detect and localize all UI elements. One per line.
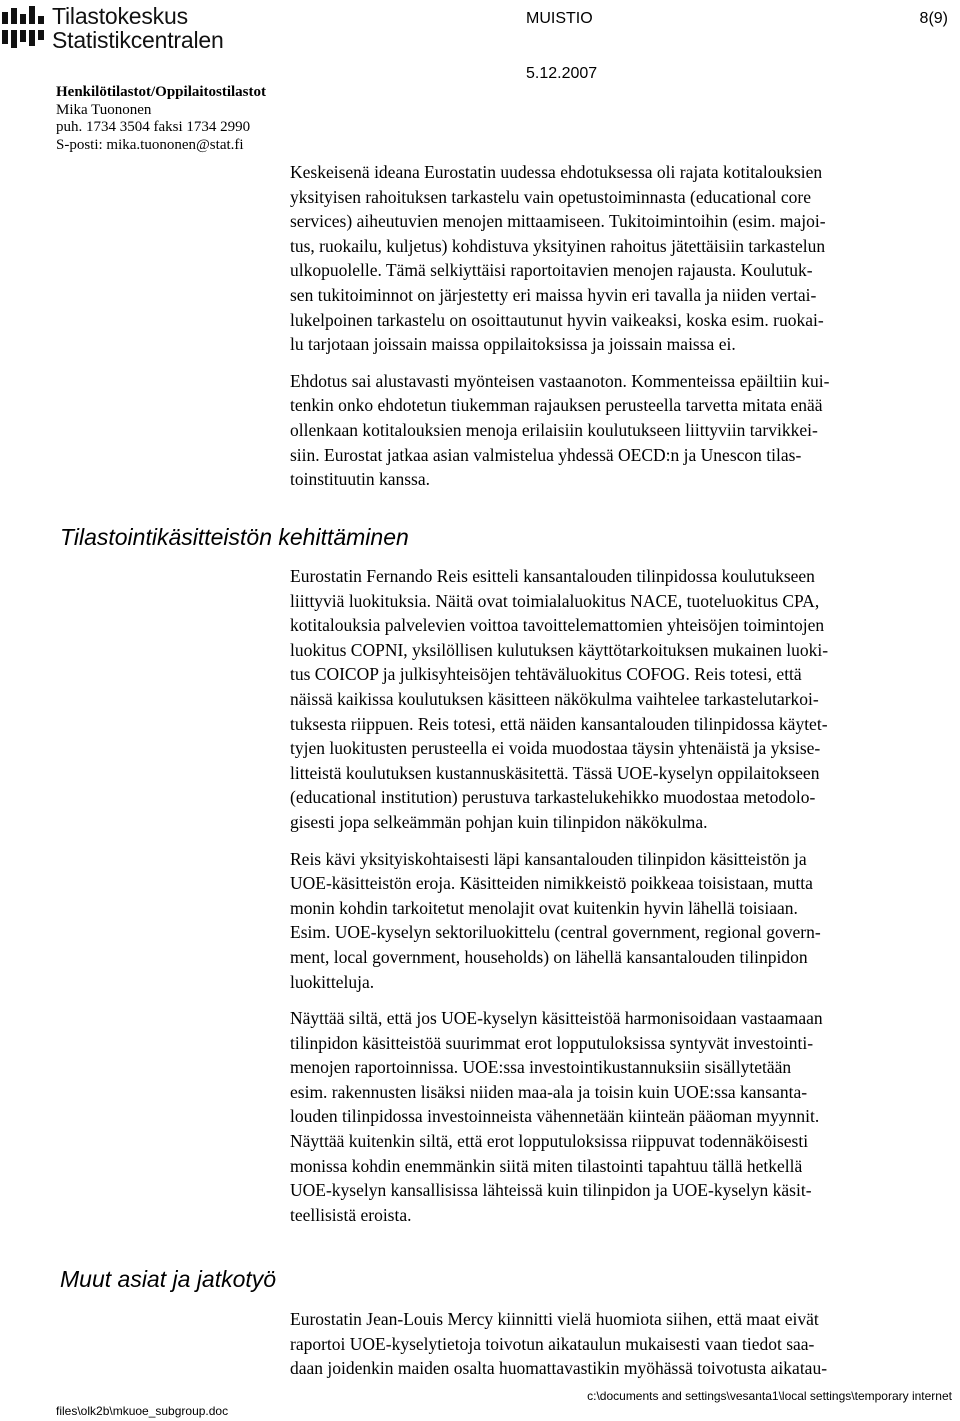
text-line: daan joidenkin maiden osalta huomattavastikin myöhässä toivotusta aikatau- bbox=[290, 1358, 828, 1379]
text-line: toinstituutin kanssa. bbox=[290, 469, 430, 490]
text-line: kotitalouksia palvelevien voittoa tavoittelemattomien yhteisöjen toimintojen bbox=[290, 615, 825, 636]
logo-text bbox=[52, 4, 224, 52]
text-line: tyjen luokitusten perusteella ei voida muodostaa täysin yhtenäistä ja yksise- bbox=[290, 738, 821, 759]
author-phone: puh. 1734 3504 faksi 1734 2990 bbox=[56, 119, 251, 135]
text-line: Esim. UOE-kyselyn sektoriluokittelu (central government, regional govern- bbox=[290, 922, 821, 943]
document-type: MUISTIO bbox=[526, 10, 593, 27]
paragraph-1 bbox=[290, 160, 958, 357]
text-line: Eurostatin Jean-Louis Mercy kiinnitti vielä huomiota siihen, että maat eivät bbox=[290, 1309, 819, 1329]
text-line: Ehdotus sai alustavasti myönteisen vastaanoton. Kommenteissa epäiltiin kui- bbox=[290, 370, 830, 391]
text-line: luokitteluja. bbox=[290, 971, 375, 992]
text-line: louden tilinpidossa investoinneista vähennetään kiinteän pääoman myynnit. bbox=[290, 1106, 820, 1127]
text-line: UOE-käsitteistön eroja. Käsitteiden nimikkeistö poikkeaa toisistaan, mutta bbox=[290, 873, 813, 894]
text-line: teellisistä eroista. bbox=[290, 1204, 412, 1225]
text-line: tuksesta riippuen. Reis totesi, että näiden kansantalouden tilinpidossa käytet- bbox=[290, 713, 828, 734]
text-line: ment, local government, households) on lähellä kansantalouden tilinpidon bbox=[290, 946, 808, 967]
text-line: services) aiheutuvien menojen mittaamiseen. Tukitoimintoihin (esim. majoi- bbox=[290, 211, 826, 232]
paragraph-3 bbox=[290, 564, 958, 835]
text-line: lukelpoinen tarkastelu on osoittautunut hyvin vaikeaksi, koska esim. ruokai- bbox=[290, 309, 824, 330]
page-number: 8(9) bbox=[919, 10, 948, 27]
text-line: monissa kohdin enemmänkin siitä miten tilastointi tapahtuu tällä hetkellä bbox=[290, 1155, 803, 1176]
text-line: Näyttää kuitenkin siltä, että erot lopputuloksissa riippuvat todennäköisesti bbox=[290, 1131, 809, 1152]
text-line: raportoi UOE-kyselytietoja toivotun aikataulun mukaisesti vaan tiedot saa- bbox=[290, 1333, 815, 1354]
body-block-1 bbox=[290, 160, 958, 504]
text-line: tus COICOP ja julkisyhteisöjen tehtäväluokitus COFOG. Reis totesi, että bbox=[290, 664, 802, 685]
logo-line-1: Tilastokeskus bbox=[52, 3, 188, 29]
text-line: luokitus COPNI, yksilöllisen kulutuksen käyttötarkoituksen mukainen luoki- bbox=[290, 639, 829, 660]
text-line: (educational institution) perustuva tarkastelukehikko muodostaa metodolo- bbox=[290, 787, 816, 808]
text-line: siin. Eurostat jatkaa asian valmistelua yhdessä OECD:n ja Unescon tilas- bbox=[290, 444, 802, 465]
author-name: Mika Tuononen bbox=[56, 101, 152, 118]
section-heading-development: Tilastointikäsitteistön kehittäminen bbox=[60, 524, 409, 550]
text-line: tilinpidon käsitteistöä suurimmat erot lopputuloksissa syntyvät investointi- bbox=[290, 1032, 814, 1053]
author-department: Henkilötilastot/Oppilaitostilastot bbox=[56, 84, 267, 100]
text-line: Reis kävi yksityiskohtaisesti läpi kansantalouden tilinpidon käsitteistön ja bbox=[290, 848, 807, 869]
text-line: esim. rakennusten lisäksi niiden maa-ala ja toisin kuin UOE:ssa kansanta- bbox=[290, 1081, 808, 1102]
paragraph-4 bbox=[290, 847, 958, 995]
paragraph-5 bbox=[290, 1006, 958, 1227]
text-line: tenkin onko ehdotetun tiukemman rajauksen perusteella tarvetta mitata enää bbox=[290, 395, 823, 416]
text-line: liittyviä luokituksia. Näitä ovat toimialaluokitus NACE, tuoteluokitus CPA, bbox=[290, 590, 820, 611]
text-line: sen tukitoiminnot on järjestetty eri maissa hyvin eri tavalla ja niiden vertai- bbox=[290, 284, 817, 305]
author-email: S-posti: mika.tuononen@stat.fi bbox=[56, 136, 244, 153]
text-line: Eurostatin Fernando Reis esitteli kansantalouden tilinpidossa koulutukseen bbox=[290, 566, 815, 586]
text-line: ulkopuolelle. Tämä selkiyttäisi raportoitavien menojen rajausta. Koulutuk- bbox=[290, 260, 813, 281]
document-date: 5.12.2007 bbox=[526, 65, 598, 82]
text-line: tus, ruokailu, kuljetus) kohdistuva yksityinen rahoitus jätettäisiin tarkastelun bbox=[290, 235, 826, 256]
footer-file-path: files\olk2b\mkuoe_subgroup.doc bbox=[56, 1404, 229, 1418]
logo-line-2: Statistikcentralen bbox=[52, 27, 224, 53]
text-line: lu tarjotaan joissain maissa oppilaitoksissa ja joissain maissa ei. bbox=[290, 334, 736, 355]
paragraph-6 bbox=[290, 1307, 958, 1381]
text-line: yksityisen rahoituksen tarkastelu vain opetustoiminnasta (educational core bbox=[290, 186, 811, 207]
text-line: Näyttää siltä, että jos UOE-kyselyn käsitteistöä harmonisoidaan vastaamaan bbox=[290, 1008, 823, 1029]
paragraph-2 bbox=[290, 369, 958, 492]
text-line: UOE-kyselyn kansallisissa lähteissä kuin tilinpidon ja UOE-kyselyn käsit- bbox=[290, 1180, 812, 1201]
body-block-3 bbox=[290, 1307, 958, 1393]
statistics-finland-logo bbox=[2, 4, 252, 54]
logo-mark-icon bbox=[2, 6, 44, 50]
text-line: gisesti jopa selkeämmän pohjan kuin tilinpidon näkökulma. bbox=[290, 811, 708, 832]
section-heading-other: Muut asiat ja jatkotyö bbox=[60, 1266, 277, 1292]
text-line: litteistä koulutuksen kustannuskäsitettä. Tässä UOE-kyselyn oppilaitokseen bbox=[290, 762, 820, 783]
text-line: ollenkaan kotitalouksien menoja erilaisiin koulutukseen liittyviin tarvikkei- bbox=[290, 419, 818, 440]
text-line: monin kohdin tarkoitetut menolajit ovat kuitenkin hyvin lähellä toisiaan. bbox=[290, 897, 798, 918]
body-block-2 bbox=[290, 564, 958, 1239]
author-block bbox=[56, 84, 266, 154]
text-line: Keskeisenä ideana Eurostatin uudessa ehdotuksessa oli rajata kotitalouksien bbox=[290, 162, 823, 182]
text-line: menojen raportoinnissa. UOE:ssa investointikustannuksiin sisällytetään bbox=[290, 1057, 792, 1078]
text-line: näissä kaikissa koulutuksen käsitteen näkökulma vaihtelee tarkastelutarkoi- bbox=[290, 688, 819, 709]
footer-temp-path: c:\documents and settings\vesanta1\local settings\temporary internet bbox=[587, 1389, 952, 1403]
